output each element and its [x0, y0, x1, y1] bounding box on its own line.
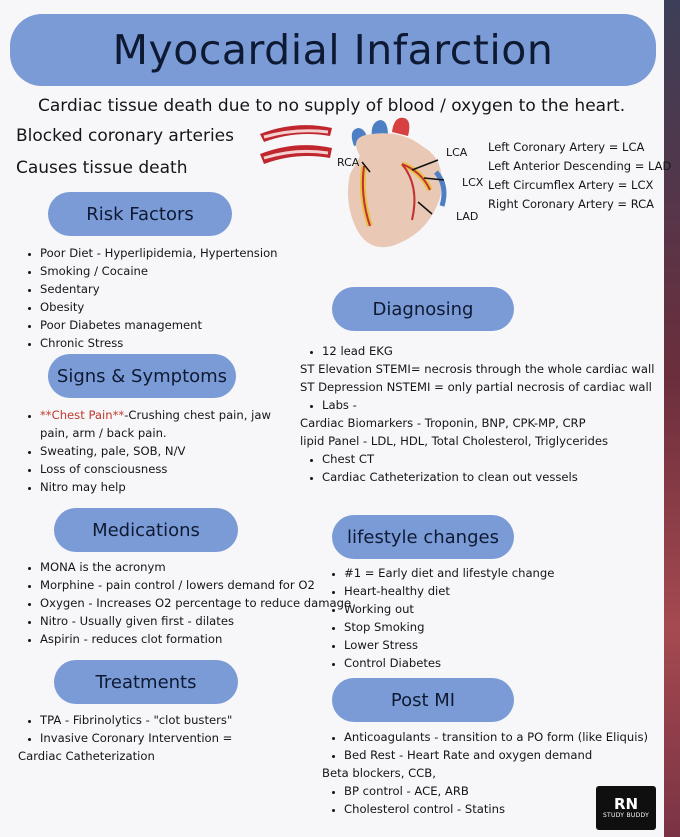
heart-label-rca: RCA — [337, 156, 360, 169]
list-item: • Labs - — [322, 396, 357, 414]
chest-pain-label: **Chest Pain** — [40, 408, 125, 422]
heart-label-lca: LCA — [446, 146, 468, 159]
treatments-list — [18, 711, 232, 747]
list-item: • Loss of consciousness — [40, 460, 185, 478]
diagnosing-list-3 — [300, 450, 578, 486]
list-item: • 12 lead EKG — [322, 342, 393, 360]
logo-text: RN — [613, 795, 639, 813]
signs-symptoms-list-more — [18, 442, 185, 496]
page-title: Myocardial Infarction — [10, 14, 656, 86]
diag-biomarkers: Cardiac Biomarkers - Troponin, BNP, CPK-MP, CRP — [300, 416, 586, 430]
post-mi-list-2 — [322, 782, 505, 818]
list-item: • Poor Diabetes management — [40, 316, 278, 334]
list-item: • Chest CT — [322, 450, 578, 468]
heart-label-lcx: LCX — [462, 176, 484, 189]
heart-label-lad: LAD — [456, 210, 479, 223]
signs-symptoms-list — [18, 406, 271, 424]
list-item: • Working out — [344, 600, 554, 618]
blocked-arteries-text: Blocked coronary arteries — [16, 126, 234, 146]
post-mi-list-1 — [322, 728, 648, 764]
list-item: • Morphine - pain control / lowers demand for O2 — [40, 576, 351, 594]
heart-diagram-icon — [252, 116, 482, 256]
treatments-continued: Cardiac Catheterization — [18, 749, 155, 763]
chest-pain-text: -Crushing chest pain, jaw — [124, 408, 271, 422]
list-item: • Cardiac Catheterization to clean out vessels — [322, 468, 578, 486]
list-item: • BP control - ACE, ARB — [344, 782, 505, 800]
list-item: • TPA - Fibrinolytics - "clot busters" — [40, 711, 232, 729]
list-item — [40, 406, 271, 424]
risk-factors-heading: Risk Factors — [48, 192, 232, 236]
chest-pain-continued: pain, arm / back pain. — [40, 426, 167, 440]
list-item: • Sweating, pale, SOB, N/V — [40, 442, 185, 460]
signs-symptoms-heading: Signs & Symptoms — [48, 354, 236, 398]
list-item: • MONA is the acronym — [40, 558, 351, 576]
list-item: • Invasive Coronary Intervention = — [40, 729, 232, 747]
list-item: • Poor Diet - Hyperlipidemia, Hypertension — [40, 244, 278, 262]
diag-lipid: lipid Panel - LDL, HDL, Total Cholesterol, Triglycerides — [300, 434, 608, 448]
diag-nstemi: ST Depression NSTEMI = only partial necrosis of cardiac wall — [300, 380, 652, 394]
list-item: • Cholesterol control - Statins — [344, 800, 505, 818]
medications-heading: Medications — [54, 508, 238, 552]
medications-list — [18, 558, 351, 648]
post-mi-heading: Post MI — [332, 678, 514, 722]
list-item: • Aspirin - reduces clot formation — [40, 630, 351, 648]
rn-study-buddy-logo — [596, 786, 656, 830]
list-item: • Nitro may help — [40, 478, 185, 496]
legend-item: Right Coronary Artery = RCA — [488, 197, 655, 211]
lifestyle-list — [322, 564, 554, 672]
list-item: • Obesity — [40, 298, 278, 316]
diag-stemi: ST Elevation STEMI= necrosis through the whole cardiac wall — [300, 362, 655, 376]
diagnosing-list-1 — [300, 342, 393, 360]
artery-legend — [488, 138, 671, 214]
risk-factors-list — [18, 244, 278, 352]
list-item: • Oxygen - Increases O2 percentage to reduce damage — [40, 594, 351, 612]
legend-item: Left Anterior Descending = LAD — [488, 159, 672, 173]
list-item: • Nitro - Usually given first - dilates — [40, 612, 351, 630]
list-item: • Bed Rest - Heart Rate and oxygen demand — [344, 746, 648, 764]
legend-item: Left Coronary Artery = LCA — [488, 140, 645, 154]
list-item: • Sedentary — [40, 280, 278, 298]
logo-subtext: STUDY BUDDY — [602, 812, 650, 819]
legend-item: Left Circumflex Artery = LCX — [488, 178, 654, 192]
diagnosing-list-2 — [300, 396, 357, 414]
list-item: • Lower Stress — [344, 636, 554, 654]
list-item: • #1 = Early diet and lifestyle change — [344, 564, 554, 582]
diagnosing-heading: Diagnosing — [332, 287, 514, 331]
background-edge — [664, 0, 680, 837]
tissue-death-text: Causes tissue death — [16, 158, 188, 178]
list-item: • Control Diabetes — [344, 654, 554, 672]
lifestyle-heading: lifestyle changes — [332, 515, 514, 559]
treatments-heading: Treatments — [54, 660, 238, 704]
intro-text: Cardiac tissue death due to no supply of blood / oxygen to the heart. — [38, 96, 626, 116]
list-item: • Heart-healthy diet — [344, 582, 554, 600]
list-item: • Chronic Stress — [40, 334, 278, 352]
list-item: • Stop Smoking — [344, 618, 554, 636]
post-mi-beta-blockers: Beta blockers, CCB, — [322, 766, 436, 780]
list-item: • Anticoagulants - transition to a PO form (like Eliquis) — [344, 728, 648, 746]
list-item: • Smoking / Cocaine — [40, 262, 278, 280]
